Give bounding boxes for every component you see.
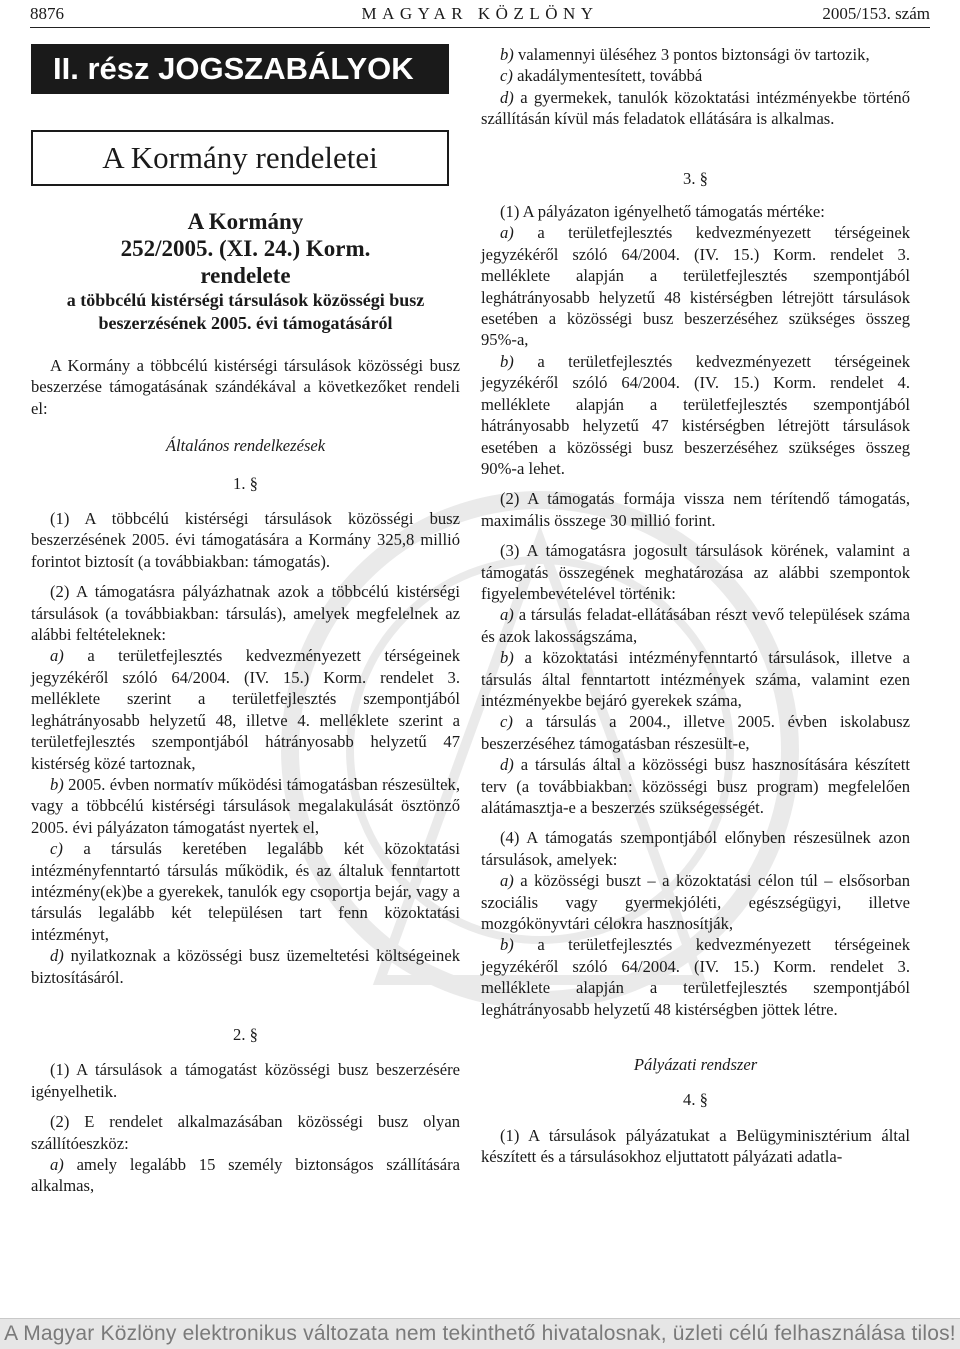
header-rule (30, 27, 930, 28)
point-text: nyilatkoznak a közösségi busz üzemeltetési költségeinek biztosításáról. (31, 946, 460, 987)
decree-subject-line2: beszerzésének 2005. évi támogatásáról (98, 313, 393, 333)
point-marker: d) (50, 946, 64, 966)
section-3-3-point-d (481, 754, 910, 818)
section-3-3-point-a (481, 604, 910, 647)
section-2-point-c (481, 65, 910, 86)
decree-number: 252/2005. (XI. 24.) Korm. (120, 236, 371, 261)
section-1-point-c (31, 838, 460, 945)
point-text: a társulás keretében legalább két közoktatási intézményfenntartó társulás működik, és az általuk fenntartott intézmény(ek)be a gyerekek, tanulók egy csoportja bejár, vagy a társulás legalább két településen tart fenn közoktatási intézményt, (31, 839, 460, 944)
running-header (0, 0, 960, 28)
point-text: akadálymentesített, továbbá (517, 66, 703, 86)
section-2-point-d (481, 87, 910, 130)
section-2-point-a (31, 1154, 460, 1197)
point-marker: b) (500, 648, 514, 668)
section-2-paragraph-1: (1) A társulások a támogatást közösségi busz beszerzésére igényelhetik. (31, 1060, 460, 1101)
section-3-paragraph-1: (1) A pályázaton igényelhető támogatás mértéke: (500, 202, 825, 222)
section-2-heading: 2. § (233, 1024, 258, 1044)
page-number: 8876 (30, 4, 64, 23)
right-column (481, 44, 910, 1168)
point-text: a területfejlesztés kedvezményezett térségeinek jegyzékéről szóló 64/2004. (IV. 15.) Korm. rendelet 3. melléklete alapján a területfejlesztés szempontjából leghátrányosabb helyzetű 48 kistérségben létrejött társulások esetében a közösségi busz beszerzéséhez szükséges összeg 95%-a, (481, 223, 910, 350)
point-marker: a) (50, 646, 64, 666)
point-marker: b) (500, 935, 514, 955)
point-text: a társulás által a közösségi busz hasznosítására készített terv (a továbbiakban: közösségi busz program) megfelelően alátámasztja-e a beszerzés szükségességét. (481, 755, 910, 817)
section-3-point-a (481, 222, 910, 350)
section-3-3-point-c (481, 711, 910, 754)
section-3-3-point-b (481, 647, 910, 711)
left-column (31, 208, 460, 1197)
point-text: 2005. évben normatív működési támogatásban részesültek, vagy a többcélú kistérségi társulások megalakulását ösztönző 2005. évi pályázaton támogatást nyertek el, (31, 774, 460, 837)
issue-number: 2005/153. szám (822, 4, 930, 23)
point-marker: a) (50, 1155, 64, 1174)
point-marker: c) (500, 66, 513, 86)
part-subheading: A Kormány rendeletei (31, 130, 449, 186)
section-1-point-d (31, 945, 460, 988)
footer-notice: A Magyar Közlöny elektronikus változata nem tekinthető hivatalosnak, üzleti célú felhasználása tilos! (0, 1318, 960, 1349)
section-3-heading: 3. § (683, 168, 708, 188)
point-marker: a) (500, 223, 514, 243)
point-marker: b) (50, 774, 64, 794)
section-3-paragraph-4: (4) A támogatás szempontjából előnyben részesülnek azon társulások, amelyek: (481, 828, 910, 869)
section-3-paragraph-3: (3) A támogatásra jogosult társulások körének, valamint a támogatás összegének meghatározása az alábbi szempontok figyelembevételével történik: (481, 541, 910, 603)
point-text: a területfejlesztés kedvezményezett térségeinek jegyzékéről szóló 64/2004. (IV. 15.) Korm. rendelet 4. melléklete alapján a területfejlesztés szempontjából hátrányosabb helyzetű 47 kistérségben létrejött társulások esetében a közösségi busz beszerzéséhez szükséges összeg 90%-a lehet. (481, 351, 910, 478)
section-2-paragraph-2: (2) E rendelet alkalmazásában közösségi busz olyan szállítóeszköz: (31, 1112, 460, 1153)
journal-name: MAGYAR KÖZLÖNY (361, 4, 599, 23)
point-marker: b) (500, 45, 514, 64)
section-3-4-point-b (481, 934, 910, 1020)
point-marker: b) (500, 351, 514, 371)
point-text: amely legalább 15 személy biztonságos szállítására alkalmas, (31, 1155, 460, 1196)
decree-type: rendelete (200, 263, 291, 288)
point-marker: d) (500, 755, 514, 775)
point-text: a társulás feladat-ellátásában részt vevő települések száma és azok lakosságszáma, (481, 605, 910, 646)
decree-issuer: A Kormány (187, 209, 304, 234)
section-4-heading: 4. § (683, 1090, 708, 1110)
section-1-heading: 1. § (233, 473, 258, 493)
point-text: a társulás a 2004., illetve 2005. évben iskolabusz beszerzéséhez támogatásban részesült-e, (481, 712, 910, 753)
point-marker: c) (50, 839, 63, 859)
point-marker: c) (500, 712, 513, 732)
chapter-heading-general: Általános rendelkezések (165, 436, 326, 456)
decree-subject-line1: a többcélú kistérségi társulások közösségi busz (66, 290, 425, 310)
section-3-paragraph-2: (2) A támogatás formája vissza nem térítendő támogatás, maximális összege 30 millió forint. (481, 489, 910, 530)
point-text: a közösségi buszt – a közoktatási célon túl – elsősorban szociális vagy gyermekjóléti, egészségügyi, illetve mozgókönyvtári célokra hasznosítják, (481, 871, 910, 934)
point-marker: d) (500, 87, 514, 107)
section-4-paragraph-1: (1) A társulások pályázatukat a Belügyminisztérium által készített és a társulásokhoz eljuttatott pályázati adatla- (481, 1125, 910, 1167)
point-text: a gyermekek, tanulók közoktatási intézményekbe történő szállításán kívül más feladatok ellátására is alkalmas. (481, 87, 910, 129)
section-1-point-a (31, 645, 460, 773)
section-2-point-b (481, 44, 910, 65)
section-3-4-point-a (481, 870, 910, 934)
point-text: a közoktatási intézményfenntartó társulások, illetve a társulás által fenntartott intézmények száma, valamint ezen intézményekbe bejáró gyerekek száma, (481, 648, 911, 710)
section-1-point-b (31, 774, 460, 838)
preamble: A Kormány a többcélú kistérségi társulások közösségi busz beszerzése támogatásának szándékával a következőket rendeli el: (31, 356, 460, 418)
point-text: a területfejlesztés kedvezményezett térségeinek jegyzékéről szóló 64/2004. (IV. 15.) Korm. rendelet 3. melléklete alapján a területfejlesztés szempontjából leghátrányosabb helyzetű 48 kistérségben jöttek létre. (481, 935, 910, 1019)
section-1-paragraph-2: (2) A támogatásra pályázhatnak azok a többcélú kistérségi társulások (a továbbiakban: társulás), amelyek megfelelnek az alábbi feltételeknek: (31, 582, 460, 645)
point-marker: a) (500, 605, 514, 625)
part-heading: II. rész JOGSZABÁLYOK (31, 44, 449, 94)
point-marker: a) (500, 871, 514, 891)
section-3-point-b (481, 351, 910, 479)
point-text: valamennyi üléséhez 3 pontos biztonsági öv tartozik, (517, 45, 870, 64)
point-text: a területfejlesztés kedvezményezett térségeinek jegyzékéről szóló 64/2004. (IV. 15.) Korm. rendelet 3. melléklete szerint a területfejlesztés szempontjából leghátrányosabb helyzetű 48, illetve 4. melléklete szerint a területfejlesztés szempontjából hátrányosabb helyzetű 47 kistérség közé tartoznak, (31, 646, 460, 773)
chapter-heading-application: Pályázati rendszer (633, 1055, 758, 1075)
section-1-paragraph-1: (1) A többcélú kistérségi társulások közösségi busz beszerzésének 2005. évi támogatására a Kormány 325,8 millió forintot biztosít (a továbbiakban: támogatás). (31, 509, 460, 571)
